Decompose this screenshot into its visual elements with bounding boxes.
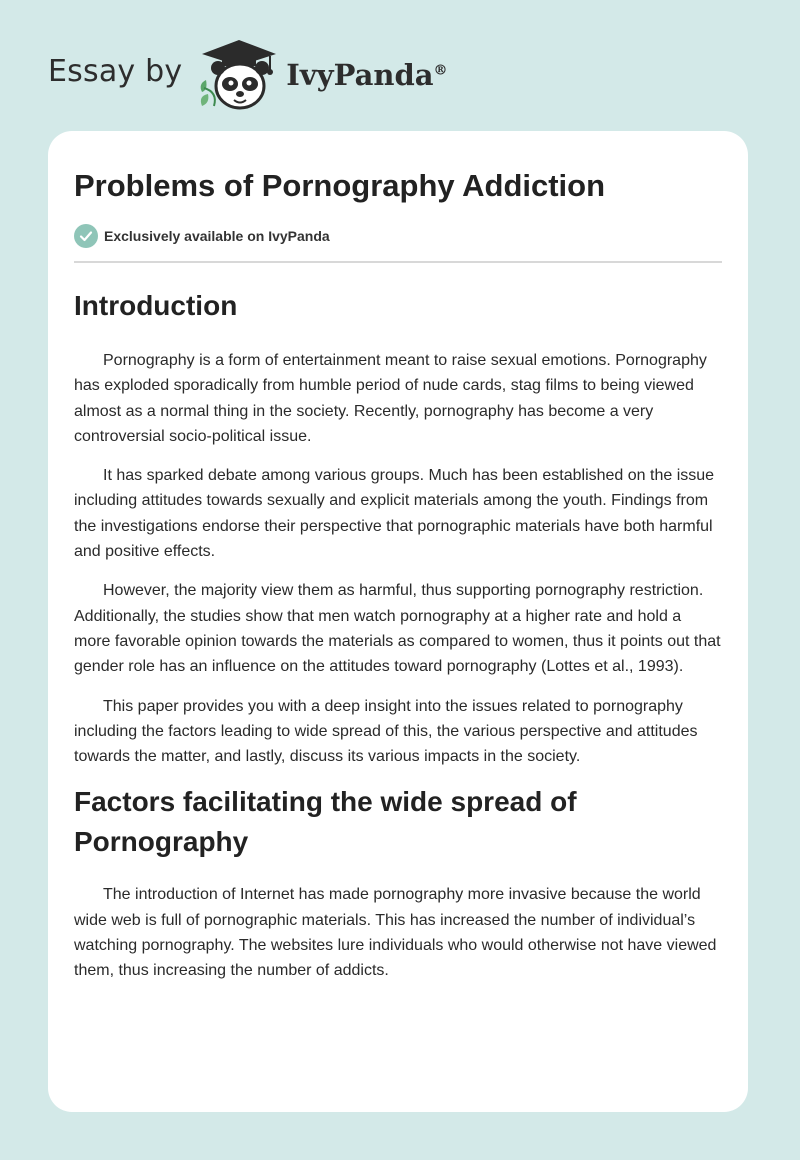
paragraph: However, the majority view them as harmful, thus supporting pornography restriction. Additionally, the studies show that men watch pornography at a higher rate and hold a more favorable opinion towards the materials as compared to women, thus it points out that gender role has an influence on the attitudes toward pornography (Lottes et al., 1993). <box>74 582 721 676</box>
check-icon <box>74 224 98 248</box>
brand-name[interactable]: IvyPanda® <box>286 58 448 92</box>
exclusive-badge <box>74 224 722 248</box>
section-heading: Factors facilitating the wide spread of Pornography <box>74 786 577 858</box>
paragraph: The introduction of Internet has made pornography more invasive because the world wide web is full of pornographic materials. This has increased the number of individual’s watching pornography. The websites lure individuals who would otherwise not have viewed them, thus increasing the number of addicts. <box>74 886 717 980</box>
paragraph: Pornography is a form of entertainment meant to raise sexual emotions. Pornography has exploded sporadically from humble period of nude cards, stag films to being viewed almost as a normal thing in the society. Recently, pornography has become a very controversial socio-political issue. <box>74 352 707 445</box>
divider <box>74 261 722 263</box>
paragraph: This paper provides you with a deep insight into the issues related to pornography including the factors leading to wide spread of this, the various perspective and attitudes towards the matter, and lastly, discuss its various impacts in the society. <box>74 697 698 766</box>
essay-card <box>48 131 748 1112</box>
site-header <box>48 34 448 114</box>
paragraph: It has sparked debate among various groups. Much has been established on the issue including attitudes towards sexually and explicit materials among the youth. Findings from the investigations endorse their perspective that pornographic materials have both harmful and positive effects. <box>74 467 715 561</box>
panda-graduate-icon <box>196 36 282 112</box>
essay-by-label: Essay by <box>48 53 183 89</box>
section-heading: Introduction <box>74 290 238 321</box>
registered-mark: ® <box>433 62 448 79</box>
page-title: Problems of Pornography Addiction <box>74 168 606 203</box>
exclusive-label: Exclusively available on IvyPanda <box>104 228 330 244</box>
